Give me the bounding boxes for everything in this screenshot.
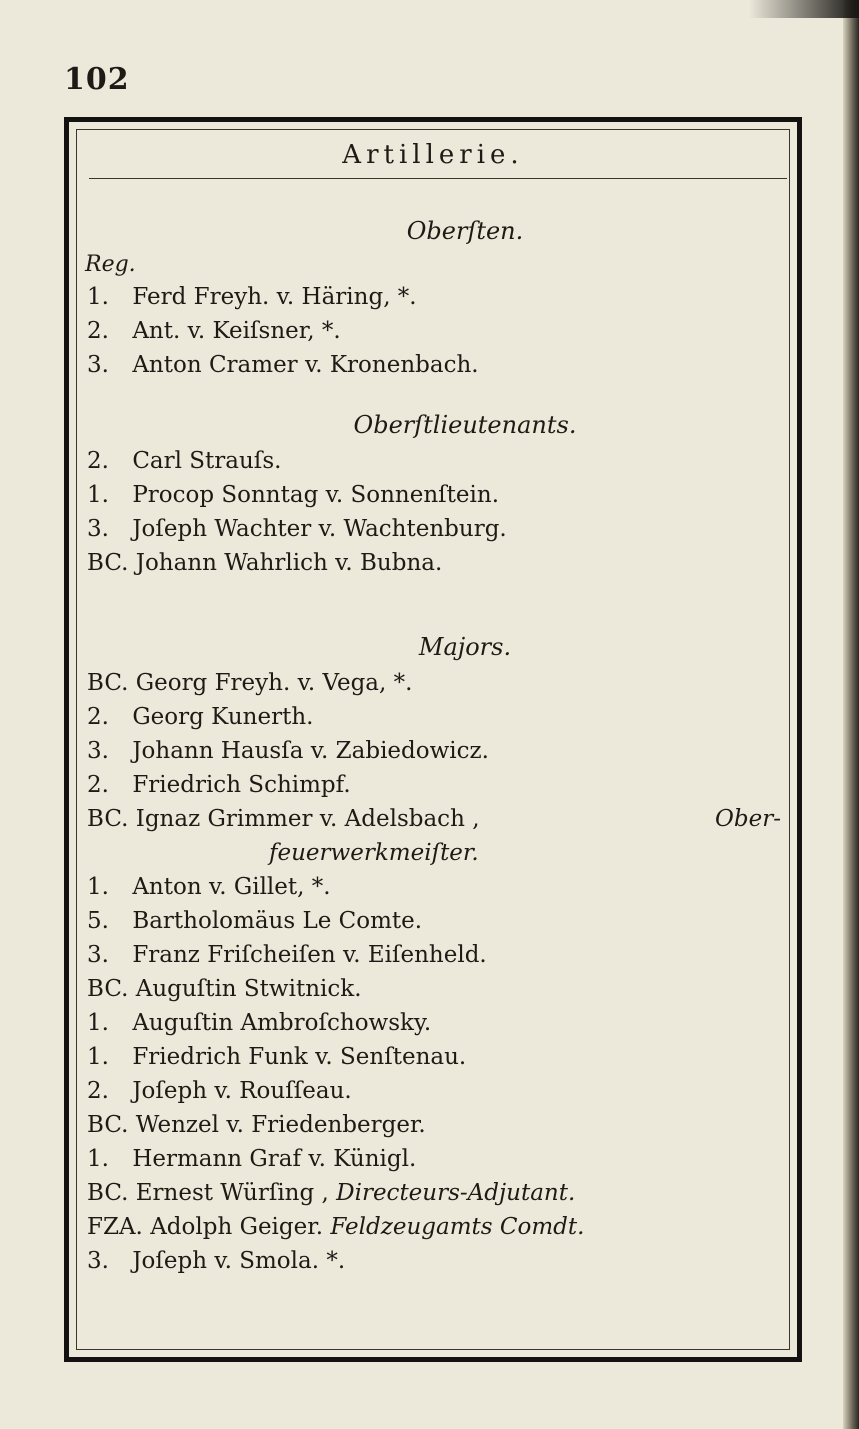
entry-name: Johann Hausſa v. Zabiedowicz. [132,738,489,764]
list-item [83,768,787,802]
entry-name: Joſeph v. Rouſſeau. [132,1078,352,1104]
entry-number: BC. [87,1180,129,1206]
entry-number: 1. [87,874,109,900]
roster-content [83,212,787,1278]
entry-number: 1. [87,482,109,508]
section-spacer [83,580,787,604]
entry-name: Wenzel v. Friedenberger. [135,1112,426,1138]
entry-name: Carl Strauſs. [132,448,282,474]
entry-name: Adolph Geiger. [150,1214,324,1240]
entry-name: Procop Sonntag v. Sonnenſtein. [132,482,499,508]
entry-number: BC. [87,806,129,832]
list-item [83,314,787,348]
entry-name: Hermann Graf v. Künigl. [132,1146,417,1172]
list-item [83,478,787,512]
entry-number: BC. [87,1112,129,1138]
entry-number: 2. [87,772,109,798]
entry-number: 3. [87,352,109,378]
list-item [83,348,787,382]
section-spacer [83,604,787,628]
entry-name: Ferd Freyh. v. Häring, *. [132,284,417,310]
section-heading-majors: Majors. [418,633,512,661]
entry-name: Johann Wahrlich v. Bubna. [135,550,443,576]
list-item [83,802,787,836]
entry-name: Friedrich Funk v. Senſtenau. [132,1044,467,1070]
list-item [83,1244,787,1278]
title-rule [89,178,787,179]
entry-rank-title: Feldzeugamts Comdt. [330,1214,585,1240]
list-item [83,1074,787,1108]
section-heading-oberstlieutenants: Oberſtlieutenants. [353,411,577,439]
entry-name: Ernest Würſing , [135,1180,329,1206]
entry-name: Friedrich Schimpf. [132,772,351,798]
list-item [83,972,787,1006]
page-edge [843,0,859,1429]
entry-number: 1. [87,1146,109,1172]
page-number: 102 [64,62,130,97]
entry-name: Franz Friſcheiſen v. Eiſenheld. [132,942,487,968]
entry-name: Bartholomäus Le Comte. [132,908,423,934]
list-item [83,1108,787,1142]
entry-name: Georg Freyh. v. Vega, *. [135,670,413,696]
entry-number: 2. [87,1078,109,1104]
list-item [83,444,787,478]
entry-number: 2. [87,448,109,474]
entry-rank-title: Ober- [715,806,781,832]
section-heading-obersten: Oberſten. [406,217,524,245]
entry-number: 5. [87,908,109,934]
list-item [83,666,787,700]
list-item [83,700,787,734]
entry-number: 2. [87,318,109,344]
list-item [83,1006,787,1040]
entry-name: Georg Kunerth. [132,704,314,730]
entry-name: Joſeph Wachter v. Wachtenburg. [132,516,507,542]
entry-name: Ignaz Grimmer v. Adelsbach , [135,806,480,832]
entry-name: Joſeph v. Smola. *. [132,1248,346,1274]
entry-rank-title: Directeurs-Adjutant. [336,1180,576,1206]
entry-number: 3. [87,1248,109,1274]
entry-number: 3. [87,516,109,542]
list-item [83,734,787,768]
entry-number: 1. [87,1044,109,1070]
entry-name: Auguſtin Ambroſchowsky. [132,1010,432,1036]
list-item [83,1210,787,1244]
page-title: Artillerie. [342,140,524,170]
list-item [83,1040,787,1074]
regiment-label: Reg. [85,252,136,277]
entry-number: BC. [87,976,129,1002]
entry-name: Ant. v. Keiſsner, *. [132,318,341,344]
list-item [83,1142,787,1176]
entry-number: 3. [87,942,109,968]
entry-number: 2. [87,704,109,730]
section-spacer [83,382,787,406]
list-item [83,870,787,904]
entry-name: Auguſtin Stwitnick. [135,976,362,1002]
list-item [83,546,787,580]
list-item [83,280,787,314]
entry-number: FZA. [87,1214,143,1240]
page-frame [64,117,802,1362]
list-item [83,512,787,546]
entry-number: BC. [87,550,129,576]
entry-number: 3. [87,738,109,764]
entry-name: Anton v. Gillet, *. [132,874,331,900]
list-item [83,1176,787,1210]
list-item [83,904,787,938]
entry-number: BC. [87,670,129,696]
entry-number: 1. [87,284,109,310]
list-item [83,938,787,972]
entry-continuation: feuerwerkmeiſter. [269,840,479,866]
corner-shadow [749,0,859,18]
entry-name: Anton Cramer v. Kronenbach. [132,352,479,378]
entry-number: 1. [87,1010,109,1036]
